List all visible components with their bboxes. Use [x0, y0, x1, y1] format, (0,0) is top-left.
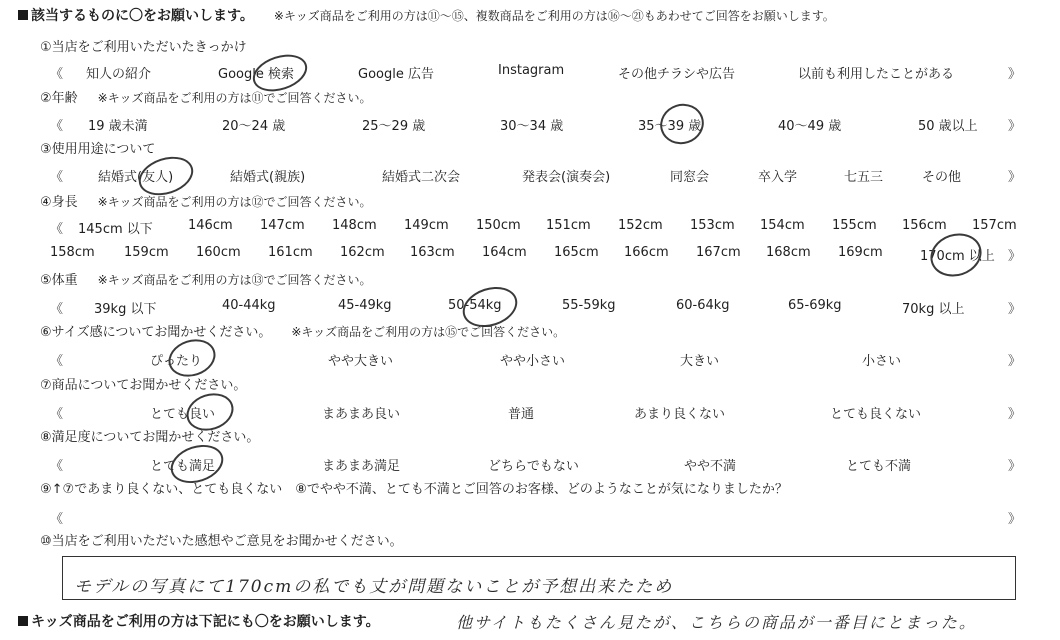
bracket-right: 》: [1008, 119, 1022, 134]
q7-option[interactable]: とても良くない: [830, 407, 922, 422]
q1-options: [0, 63, 1060, 81]
q1-option[interactable]: その他チラシや広告: [618, 67, 736, 82]
q7-options: [0, 403, 1060, 421]
q1-option[interactable]: Instagram: [498, 63, 565, 78]
q4-note: ※キッズ商品をご利用の方は⑫でご回答ください。: [97, 195, 372, 209]
bracket-right: 》: [1008, 249, 1022, 264]
bracket-right: 》: [1008, 459, 1022, 474]
q4-option[interactable]: 166cm: [624, 245, 669, 260]
q8-option[interactable]: とても不満: [846, 459, 912, 474]
q5-option[interactable]: 39kg 以下: [94, 302, 157, 317]
bracket-left: 《: [50, 512, 64, 527]
q4-option[interactable]: 159cm: [124, 245, 169, 260]
q4-option[interactable]: 165cm: [554, 245, 599, 260]
bracket-right: 》: [1008, 302, 1022, 317]
q2-label: ②年齢: [40, 91, 78, 106]
q8-option[interactable]: とても満足: [150, 459, 216, 474]
q8-options: [0, 455, 1060, 473]
q7-label: ⑦商品についてお聞かせください。: [40, 378, 247, 393]
q10-handwritten-answer-line2: 他サイトもたくさん見たが、こちらの商品が一番目にとまった。: [456, 613, 977, 632]
q3-option[interactable]: 同窓会: [670, 170, 710, 185]
q2-option[interactable]: 25〜29 歳: [362, 119, 426, 134]
footer-row: [18, 614, 380, 630]
q2-option[interactable]: 30〜34 歳: [500, 119, 564, 134]
q7-option[interactable]: 普通: [508, 407, 535, 422]
q10-label: ⑩当店をご利用いただいた感想やご意見をお聞かせください。: [40, 534, 403, 549]
q5-option[interactable]: 65-69kg: [788, 298, 842, 313]
q4-option[interactable]: 167cm: [696, 245, 741, 260]
q3-label: ③使用用途について: [40, 142, 156, 157]
q4-options-row1: [0, 218, 1060, 236]
q5-label-row: [40, 272, 371, 289]
q3-option[interactable]: 卒入学: [758, 170, 798, 185]
q4-option[interactable]: 154cm: [760, 218, 805, 233]
bracket-right: 》: [1008, 67, 1022, 82]
q4-options-row2: [0, 245, 1060, 263]
q4-option[interactable]: 156cm: [902, 218, 947, 233]
q5-note: ※キッズ商品をご利用の方は⑬でご回答ください。: [97, 273, 372, 287]
q5-option[interactable]: 70kg 以上: [902, 302, 965, 317]
q2-options: [0, 115, 1060, 133]
q9-label: ⑨↑⑦であまり良くない、とても良くない ⑧でやや不満、とても不満とご回答のお客様、どのようなことが気になりましたか？: [40, 482, 788, 497]
q1-option[interactable]: 知人の紹介: [86, 67, 152, 82]
footer-title: キッズ商品をご利用の方は下記にも〇をお願いします。: [31, 614, 380, 630]
q4-option[interactable]: 153cm: [690, 218, 735, 233]
q4-option[interactable]: 157cm: [972, 218, 1017, 233]
q2-option[interactable]: 35〜39 歳: [638, 119, 702, 134]
header-note: ※キッズ商品をご利用の方は⑪〜⑮、複数商品をご利用の方は⑯〜㉑もあわせてご回答をお願いします。: [273, 9, 835, 23]
header-row: [18, 8, 835, 24]
q3-option[interactable]: 結婚式二次会: [382, 170, 461, 185]
q4-option[interactable]: 168cm: [766, 245, 811, 260]
q4-option[interactable]: 146cm: [188, 218, 233, 233]
q6-note: ※キッズ商品をご利用の方は⑮でご回答ください。: [291, 325, 566, 339]
q4-option[interactable]: 163cm: [410, 245, 455, 260]
q7-option[interactable]: とても良い: [150, 407, 216, 422]
bracket-right: 》: [1008, 407, 1022, 422]
q4-option[interactable]: 161cm: [268, 245, 313, 260]
q4-option[interactable]: 170cm 以上: [920, 249, 995, 264]
q3-option[interactable]: 七五三: [844, 170, 884, 185]
q9-answer-row: [0, 508, 1060, 526]
bracket-right: 》: [1008, 512, 1022, 527]
q4-option[interactable]: 169cm: [838, 245, 883, 260]
q5-option[interactable]: 45-49kg: [338, 298, 392, 313]
q4-option[interactable]: 164cm: [482, 245, 527, 260]
bracket-left: 《: [50, 67, 64, 82]
q4-option[interactable]: 150cm: [476, 218, 521, 233]
q6-option[interactable]: 小さい: [862, 354, 902, 369]
q5-option[interactable]: 60-64kg: [676, 298, 730, 313]
q1-label: ①当店をご利用いただいたきっかけ: [40, 40, 247, 55]
q6-label-row: [40, 324, 565, 341]
square-bullet-icon: [18, 616, 28, 626]
q1-option[interactable]: 以前も利用したことがある: [798, 67, 955, 82]
q3-option[interactable]: 発表会(演奏会): [522, 170, 611, 185]
q4-option[interactable]: 160cm: [196, 245, 241, 260]
q6-option[interactable]: やや小さい: [500, 354, 566, 369]
q7-option[interactable]: まあまあ良い: [322, 407, 401, 422]
q4-option[interactable]: 147cm: [260, 218, 305, 233]
q8-option[interactable]: やや不満: [684, 459, 737, 474]
q3-options: [0, 166, 1060, 184]
bracket-left: 《: [50, 459, 64, 474]
q3-option[interactable]: 結婚式(友人): [98, 170, 174, 185]
q2-option[interactable]: 40〜49 歳: [778, 119, 842, 134]
bracket-left: 《: [50, 302, 64, 317]
bracket-left: 《: [50, 354, 64, 369]
q5-label: ⑤体重: [40, 273, 78, 288]
q6-options: [0, 350, 1060, 368]
bracket-left: 《: [50, 222, 64, 237]
q6-option[interactable]: ぴったり: [150, 354, 203, 369]
q4-option[interactable]: 158cm: [50, 245, 95, 260]
q2-option[interactable]: 20〜24 歳: [222, 119, 286, 134]
bracket-right: 》: [1008, 170, 1022, 185]
q7-option[interactable]: あまり良くない: [634, 407, 726, 422]
q8-option[interactable]: どちらでもない: [488, 459, 579, 474]
q1-option[interactable]: Google 広告: [358, 67, 434, 82]
q4-option[interactable]: 149cm: [404, 218, 449, 233]
bracket-left: 《: [50, 119, 64, 134]
q5-option[interactable]: 55-59kg: [562, 298, 616, 313]
bracket-right: 》: [1008, 354, 1022, 369]
q4-label: ④身長: [40, 195, 78, 210]
q8-option[interactable]: まあまあ満足: [322, 459, 401, 474]
q1-option[interactable]: Google 検索: [218, 67, 294, 82]
q2-note: ※キッズ商品をご利用の方は⑪でご回答ください。: [97, 91, 372, 105]
bracket-left: 《: [50, 170, 64, 185]
q6-option[interactable]: やや大きい: [328, 354, 394, 369]
q4-option[interactable]: 152cm: [618, 218, 663, 233]
q4-option[interactable]: 155cm: [832, 218, 877, 233]
q6-label: ⑥サイズ感についてお聞かせください。: [40, 325, 272, 340]
q2-option[interactable]: 50 歳以上: [918, 119, 978, 134]
q5-option[interactable]: 40-44kg: [222, 298, 276, 313]
q10-handwritten-answer-line1: モデルの写真にて170cmの私でも丈が問題ないことが予想出来たため: [74, 577, 674, 597]
q2-label-row: [40, 90, 371, 107]
square-bullet-icon: [18, 10, 28, 20]
q4-option[interactable]: 162cm: [340, 245, 385, 260]
q6-option[interactable]: 大きい: [680, 354, 720, 369]
q3-option[interactable]: その他: [922, 170, 962, 185]
q5-option[interactable]: 50-54kg: [448, 298, 502, 313]
q8-label: ⑧満足度についてお聞かせください。: [40, 430, 260, 445]
bracket-left: 《: [50, 407, 64, 422]
q5-options: [0, 298, 1060, 316]
header-title: 該当するものに〇をお願いします。: [31, 8, 254, 24]
q4-option[interactable]: 148cm: [332, 218, 377, 233]
q3-option[interactable]: 結婚式(親族): [230, 170, 306, 185]
q2-option[interactable]: 19 歳未満: [88, 119, 148, 134]
q4-option[interactable]: 151cm: [546, 218, 591, 233]
q4-option[interactable]: 145cm 以下: [78, 222, 153, 237]
q4-label-row: [40, 194, 371, 211]
